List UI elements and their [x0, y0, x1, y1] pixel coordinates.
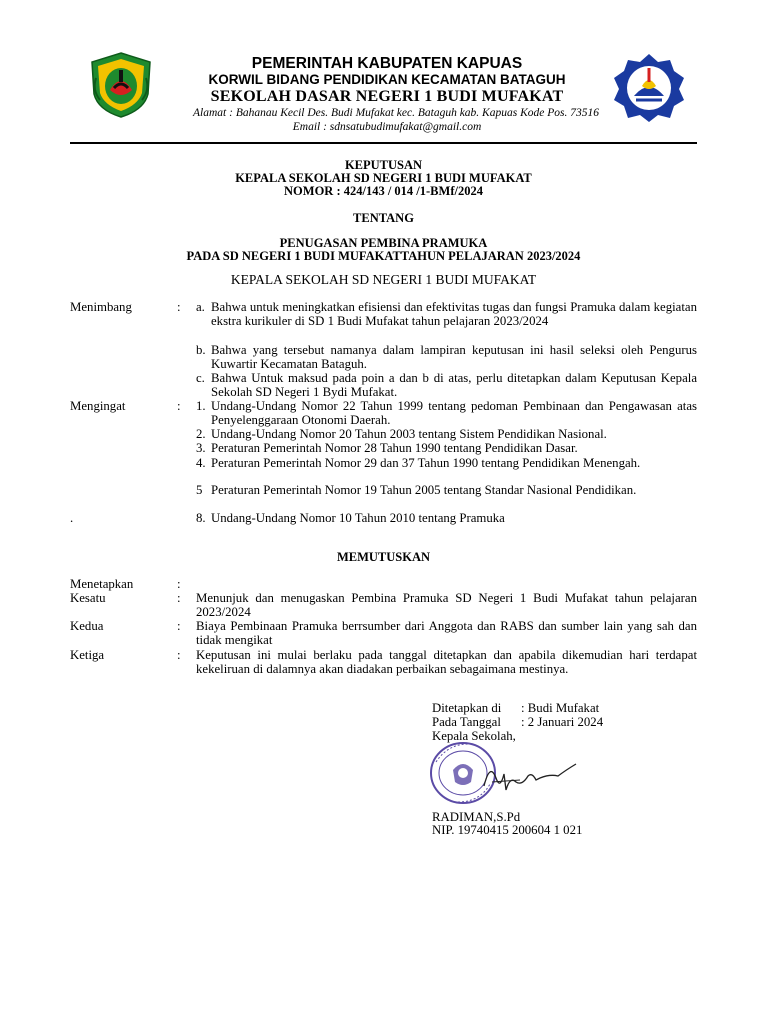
mengingat-item-number: 3. [196, 441, 206, 455]
menimbang-item-text: Bahwa Untuk maksud pada poin a dan b di atas, perlu ditetapkan dalam Keputusan Kepala Sekolah SD Negeri 1 Bydi Mufakat. [211, 371, 697, 399]
decision-colon: : [177, 648, 181, 662]
mengingat-item-text: Undang-Undang Nomor 20 Tahun 2003 tentang Sistem Pendidikan Nasional. [211, 427, 607, 441]
signature-position: Kepala Sekolah, [432, 729, 516, 743]
signature-place-value: : Budi Mufakat [521, 701, 600, 715]
decree-number: NOMOR : 424/143 / 014 /1-BMf/2024 [284, 184, 483, 198]
letterhead-government: PEMERINTAH KABUPATEN KAPUAS [251, 55, 523, 72]
memutuskan-heading: MEMUTUSKAN [336, 550, 431, 564]
signature-date-value: : 2 Januari 2024 [521, 715, 604, 729]
decision-row [70, 620, 697, 648]
menimbang-label: Menimbang [70, 300, 132, 314]
mengingat-label: Mengingat [70, 399, 126, 413]
decree-about: TENTANG [353, 211, 414, 225]
decision-colon: : [177, 577, 181, 591]
mengingat-item-number: 1. [196, 399, 206, 413]
decree-title: KEPUTUSAN [344, 158, 423, 172]
menimbang-item-number: a. [196, 300, 205, 314]
mengingat-item-text: Peraturan Pemerintah Nomor 29 dan 37 Tahun 1990 tentang Pendidikan Menengah. [211, 456, 641, 470]
decision-colon: : [177, 591, 181, 605]
decision-text: Biaya Pembinaan Pramuka berrsumber dari Anggota dan RABS dan sumber lain yang sah dan tidak mengikat [196, 619, 697, 647]
letterhead-email: Email : sdnsatubudimufakat@gmail.com [292, 121, 482, 133]
signatory-name: RADIMAN,S.Pd [432, 810, 521, 824]
signature-place-label: Ditetapkan di [432, 701, 502, 715]
decision-label: Kedua [70, 619, 104, 633]
signature-place [432, 701, 600, 716]
decision-row [70, 592, 697, 620]
decree-issuer-heading: KEPALA SEKOLAH SD NEGERI 1 BUDI MUFAKAT [235, 171, 532, 185]
menimbang-item-number: c. [196, 371, 205, 385]
menimbang-section [70, 301, 697, 401]
mengingat-item-text: Peraturan Pemerintah Nomor 19 Tahun 2005 tentang Standar Nasional Pendidikan. [211, 483, 637, 497]
menimbang-item-text: Bahwa untuk meningkatkan efisiensi dan efektivitas tugas dan fungsi Pramuka dalam kegiatan ekstra kurikuler di SD 1 Budi Mufakat tahun pelajaran 2023/2024 [211, 300, 697, 328]
kapuas-regency-emblem-icon [86, 50, 156, 120]
decree-topic-line1: PENUGASAN PEMBINA PRAMUKA [279, 236, 488, 250]
letterhead-divider [70, 142, 697, 144]
mengingat-item-number: 4. [196, 456, 206, 470]
signature-date-label: Pada Tanggal [432, 715, 501, 729]
mengingat-item-number: 5 [196, 483, 203, 497]
menimbang-item-text: Bahwa yang tersebut namanya dalam lampiran keputusan ini hasil seleksi oleh Pengurus Kuwartir Kecamatan Bataguh. [211, 343, 697, 371]
decision-label: Kesatu [70, 591, 106, 605]
decree-topic-line2: PADA SD NEGERI 1 BUDI MUFAKATTAHUN PELAJARAN 2023/2024 [186, 249, 581, 263]
decision-label: Ketiga [70, 648, 105, 662]
mengingat-colon: : [177, 399, 181, 413]
decision-row [70, 649, 697, 677]
signatory-nip: NIP. 19740415 200604 1 021 [432, 823, 583, 837]
decision-row [70, 578, 697, 592]
decision-colon: : [177, 619, 181, 633]
decision-text: Keputusan ini mulai berlaku pada tanggal ditetapkan dan apabila dikemudian hari terdapat kekeliruan di dalamnya akan diadakan perbaikan sebagaimana mestinya. [196, 648, 697, 676]
letterhead-school: SEKOLAH DASAR NEGERI 1 BUDI MUFAKAT [210, 88, 564, 105]
mengingat-section [70, 400, 697, 530]
decision-label: Menetapkan [70, 577, 134, 591]
signature-date [432, 715, 604, 730]
stray-dot: . [70, 511, 74, 525]
menimbang-item-number: b. [196, 343, 206, 357]
decree-issuer: KEPALA SEKOLAH SD NEGERI 1 BUDI MUFAKAT [230, 272, 537, 287]
mengingat-item-text: Undang-Undang Nomor 10 Tahun 2010 tentang Pramuka [211, 511, 505, 525]
menimbang-colon: : [177, 300, 181, 314]
decision-text: Menunjuk dan menugaskan Pembina Pramuka SD Negeri 1 Budi Mufakat tahun pelajaran 2023/2024 [196, 591, 697, 619]
mengingat-item-text: Undang-Undang Nomor 22 Tahun 1999 tentang pedoman Pembinaan dan Pengawasan atas Penyelenggaraan Otonomi Daerah. [211, 399, 697, 427]
letterhead-address: Alamat : Bahanau Kecil Des. Budi Mufakat kec. Bataguh kab. Kapuas Kode Pos. 73516 [193, 107, 599, 119]
mengingat-item-number: 2. [196, 427, 206, 441]
letterhead [150, 56, 624, 134]
letterhead-korwil: KORWIL BIDANG PENDIDIKAN KECAMATAN BATAGUH [208, 72, 566, 87]
mengingat-item-number: 8. [196, 511, 206, 525]
mengingat-item-text: Peraturan Pemerintah Nomor 28 Tahun 1990 tentang Pendidikan Dasar. [211, 441, 578, 455]
handwritten-signature-icon [480, 756, 580, 796]
